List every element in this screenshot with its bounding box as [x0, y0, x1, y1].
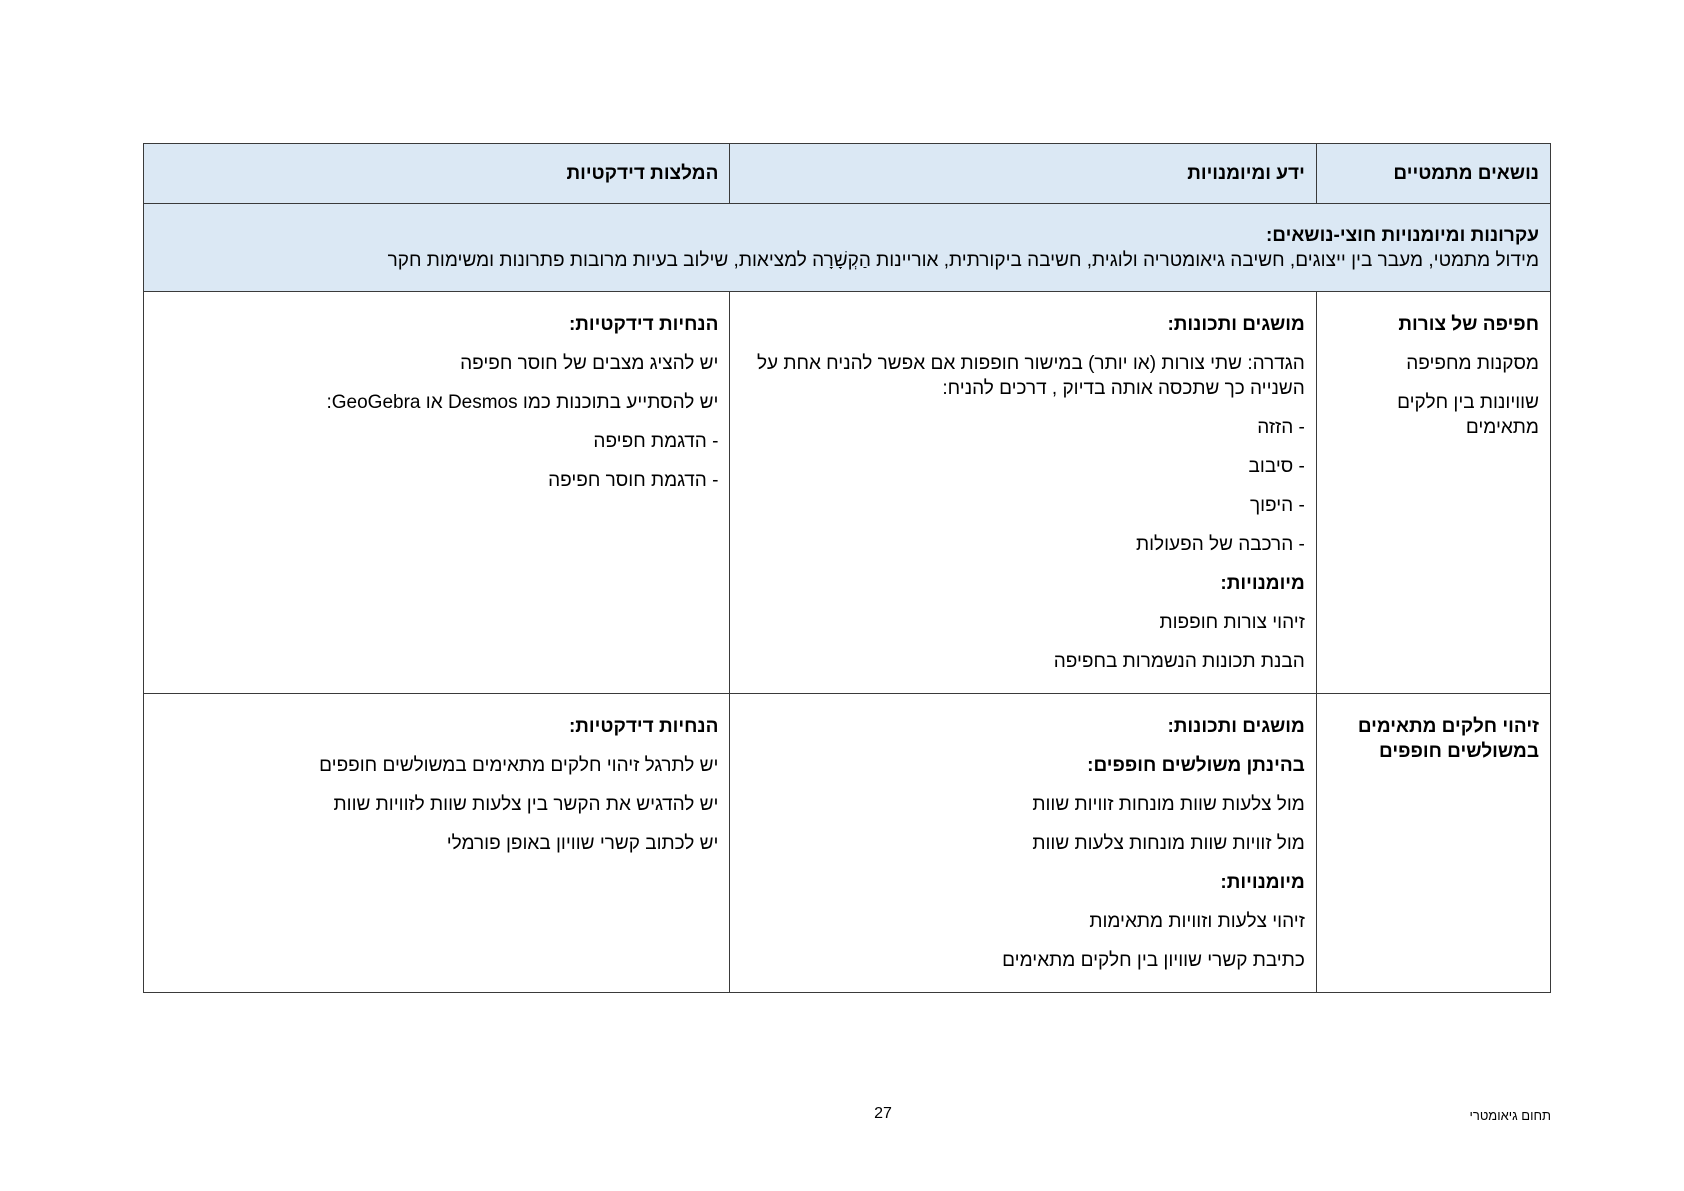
- principles-title: עקרונות ומיומנויות חוצי-נושאים:: [1265, 225, 1539, 246]
- list-item: יש לתרגל זיהוי חלקים מתאימים במשולשים חופפים: [319, 755, 719, 776]
- skills-title: מיומנויות:: [1220, 573, 1305, 594]
- list-item: מול זוויות שוות מונחות צלעות שוות: [1032, 833, 1305, 854]
- principles-text: מידול מתמטי, מעבר בין ייצוגים, חשיבה גיאומטריה ולוגית, חשיבה ביקורתית, אוריינות הַקְשָׁרָה למציאות, שילוב בעיות מרובות פתרונות ומשימות חקר: [387, 250, 1539, 271]
- list-item: - סיבוב: [1248, 456, 1305, 477]
- table-row: [144, 694, 1551, 993]
- list-item: הבנת תכונות הנשמרות בחפיפה: [1053, 651, 1305, 672]
- skills-title: מיומנויות:: [1220, 872, 1305, 893]
- header-topics: נושאים מתמטיים: [1316, 144, 1550, 204]
- list-item: - הרכבה של הפעולות: [1135, 534, 1305, 555]
- topic-title: זיהוי חלקים מתאימים במשולשים חופפים: [1357, 716, 1539, 762]
- definition-text: הגדרה: שתי צורות (או יותר) במישור חופפות אם אפשר להניח אחת על השנייה כך שתכסה אותה בדיוק , דרכים להניח:: [756, 353, 1305, 399]
- list-item: זיהוי צלעות וזוויות מתאימות: [1089, 911, 1305, 932]
- list-item: - היפוך: [1249, 495, 1305, 516]
- list-item: יש להסתייע בתוכנות כמו Desmos או GeoGebra:: [326, 392, 719, 413]
- curriculum-table: [143, 143, 1551, 993]
- knowledge-cell: [730, 694, 1316, 993]
- list-item: מול צלעות שוות מונחות זוויות שוות: [1032, 794, 1305, 815]
- footer-domain: תחום גיאומטרי: [1469, 1108, 1551, 1123]
- header-recommendations: המלצות דידקטיות: [144, 144, 730, 204]
- page-number: 27: [874, 1105, 892, 1122]
- list-item: כתיבת קשרי שוויון בין חלקים מתאימים: [1002, 950, 1305, 971]
- topic-title: חפיפה של צורות: [1398, 314, 1539, 335]
- header-knowledge: ידע ומיומנויות: [730, 144, 1316, 204]
- concepts-title: מושגים ותכונות:: [1167, 716, 1305, 737]
- principles-row: [144, 204, 1551, 292]
- list-item: - הדגמת חוסר חפיפה: [548, 470, 719, 491]
- recommendations-cell: [144, 694, 730, 993]
- list-item: יש להדגיש את הקשר בין צלעות שוות לזוויות שוות: [333, 794, 719, 815]
- recommendations-title: הנחיות דידקטיות:: [568, 716, 719, 737]
- list-item: יש להציג מצבים של חוסר חפיפה: [460, 353, 719, 374]
- principles-cell: [144, 204, 1551, 292]
- recommendations-cell: [144, 292, 730, 694]
- concepts-title: מושגים ותכונות:: [1167, 314, 1305, 335]
- list-item: זיהוי צורות חופפות: [1159, 612, 1305, 633]
- table-row: [144, 292, 1551, 694]
- recommendations-title: הנחיות דידקטיות:: [568, 314, 719, 335]
- topic-cell: [1316, 292, 1550, 694]
- list-item: - הזזה: [1257, 417, 1305, 438]
- given-title: בהינתן משולשים חופפים:: [1087, 755, 1305, 776]
- list-item: יש לכתוב קשרי שוויון באופן פורמלי: [446, 833, 719, 854]
- topic-item: שוויונות בין חלקים מתאימים: [1397, 392, 1539, 438]
- header-row: [144, 144, 1551, 204]
- list-item: - הדגמת חפיפה: [593, 431, 719, 452]
- topic-cell: [1316, 694, 1550, 993]
- topic-item: מסקנות מחפיפה: [1406, 353, 1539, 374]
- knowledge-cell: [730, 292, 1316, 694]
